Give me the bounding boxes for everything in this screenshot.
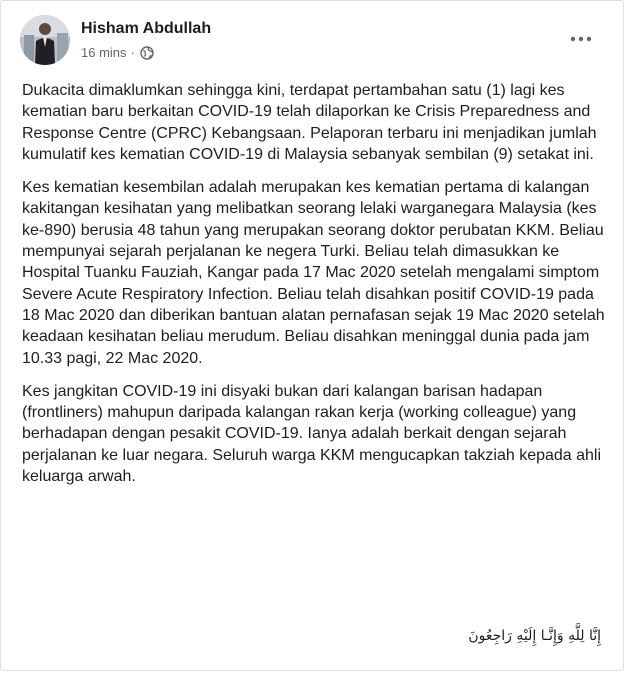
more-horizontal-icon xyxy=(569,36,593,42)
more-options-button[interactable] xyxy=(567,27,595,51)
avatar-image xyxy=(20,15,70,65)
post-paragraph: Kes jangkitan COVID-19 ini disyaki bukan dari kalangan barisan hadapan (frontliners) mahupun daripada kalangan rakan kerja (working colleague) yang berhadapan dengan pesakit COVID-19. Ianya adalah berkait dengan sejarah perjalanan ke luar negara. Seluruh warga KKM mengucapkan takziah kepada ahli keluarga arwah. xyxy=(22,382,602,486)
meta-separator: · xyxy=(130,45,135,60)
author-name[interactable]: Hisham Abdullah xyxy=(81,20,212,37)
post-body xyxy=(22,80,612,499)
post-meta xyxy=(81,45,154,60)
avatar[interactable] xyxy=(20,15,70,65)
post-paragraph: Dukacita dimaklumkan sehingga kini, terdapat pertambahan satu (1) lagi kes kematian baru berkaitan COVID-19 telah dilaporkan ke Crisis Preparedness and Response Centre (CPRC) Kebangsaan. Pelaporan terbaru ini menjadikan jumlah kumulatif kes kematian COVID-19 di Malaysia sebanyak sembilan (9) setakat ini. xyxy=(22,82,597,163)
closing-arabic-text: إِنَّا لِلَّهِ وَإِنَّـا إِلَيْهِ رَاجِعُونَ xyxy=(468,628,601,644)
post-timestamp[interactable]: 16 mins xyxy=(81,45,127,60)
post-paragraph: Kes kematian kesembilan adalah merupakan kes kematian pertama di kalangan kakitangan kesihatan yang melibatkan seorang lelaki warganegara Malaysia (kes ke-890) berusia 48 tahun yang merupakan seorang doktor perubatan KKM. Beliau mempunyai sejarah perjalanan ke negera Turki. Beliau telah dimasukkan ke Hospital Tuanku Fauziah, Kangar pada 17 Mac 2020 setelah mengalami simptom Severe Acute Respiratory Infection. Beliau telah disahkan positif COVID-19 pada 18 Mac 2020 dan diberikan bantuan alatan pernafasan sejak 19 Mac 2020 setelah keadaan kesihatan beliau merudum. Beliau disahkan meninggal dunia pada jam 10.33 pagi, 22 Mac 2020. xyxy=(22,179,605,367)
globe-icon[interactable] xyxy=(140,46,154,60)
post-header xyxy=(20,15,607,67)
